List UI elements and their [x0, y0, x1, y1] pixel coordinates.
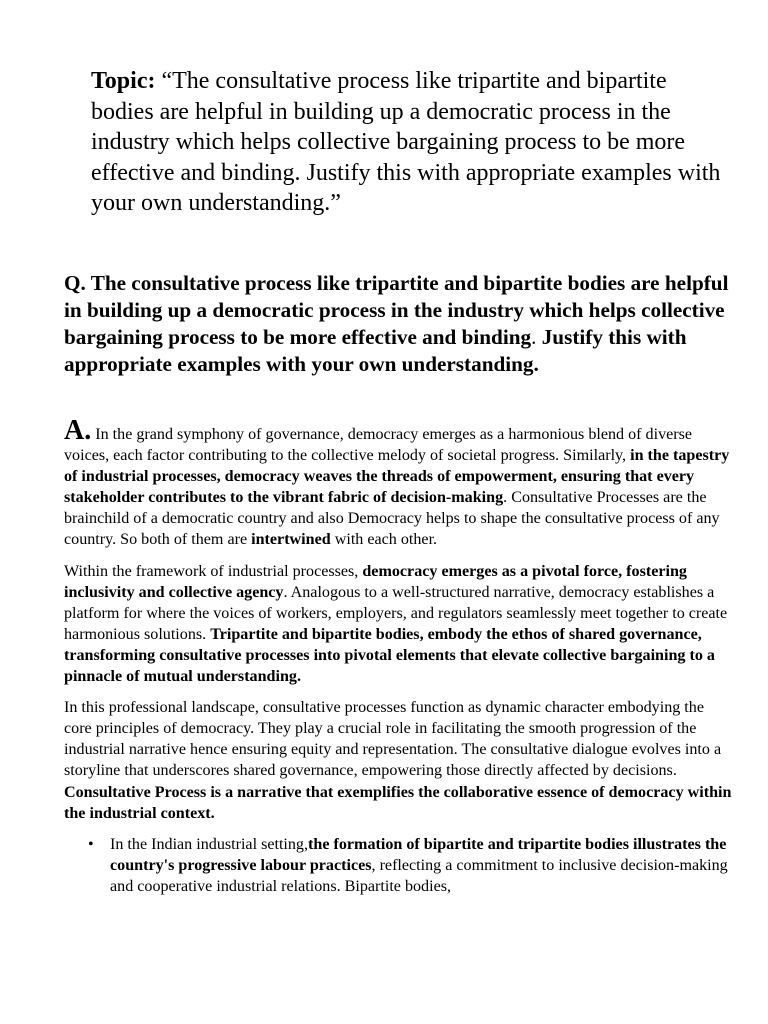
p2-bold-1: democracy emerges as a pivotal force, fostering inclusivity and collective agency: [64, 562, 687, 601]
p3-bold-1: Consultative Process is a narrative that exemplifies the collaborative essence of democracy within the industrial context.: [64, 783, 732, 822]
p1-text-3: with each other.: [330, 531, 438, 549]
answer-paragraph-2: [64, 561, 732, 688]
bullet-bold-1: the formation of bipartite and tripartite bodies illustrates the country's progressive labour practices: [110, 835, 727, 874]
answer-letter: A.: [64, 415, 92, 446]
question-part-2: Justify this with appropriate examples with your own understanding.: [64, 325, 687, 376]
p2-text-1: Within the framework of industrial processes,: [64, 562, 363, 580]
question-part-1: Q. The consultative process like tripartite and bipartite bodies are helpful in building up a democratic process in the industry which helps collective bargaining process to be more effective and binding: [64, 271, 729, 349]
question-period: .: [531, 325, 537, 349]
bullet-text-1: In the Indian industrial setting,: [110, 835, 309, 853]
p1-bold-2: intertwined: [251, 531, 331, 549]
topic-paragraph: [91, 66, 731, 219]
bullet-text-2: , reflecting a commitment to inclusive decision-making and cooperative industrial relations. Bipartite bodies,: [110, 856, 728, 895]
p1-text-1: In the grand symphony of governance, democracy emerges as a harmonious blend of diverse voices, each factor contributing to the collective melody of societal progress. Similarly,: [64, 426, 693, 465]
p2-bold-2: Tripartite and bipartite bodies, embody the ethos of shared governance, transforming consultative processes into pivotal elements that elevate collective bargaining to a pinnacle of mutual understanding.: [64, 625, 715, 686]
question-heading: [64, 270, 732, 378]
answer-paragraph-3: [64, 697, 732, 824]
topic-label: Topic:: [91, 68, 156, 94]
p1-text-2: . Consultative Processes are the brainchild of a democratic country and also Democracy helps to shape the consultative process of any country. So both of them are: [64, 489, 720, 549]
p1-bold-1: in the tapestry of industrial processes, democracy weaves the threads of empowerment, ensuring that every stakeholder contributes to the vibrant fabric of decision-making: [64, 447, 730, 507]
answer-body: [64, 415, 732, 897]
list-item: [88, 834, 732, 897]
p2-text-2: . Analogous to a well-structured narrative, democracy establishes a platform for where the voices of workers, employers, and regulators seamlessly meet together to create harmonious solutions.: [64, 583, 728, 643]
answer-paragraph-1: [64, 415, 732, 551]
bullet-icon: •: [88, 835, 94, 853]
bullet-list: [64, 834, 732, 897]
p3-text-1: In this professional landscape, consultative processes function as dynamic character embodying the core principles of democracy. They play a crucial role in facilitating the smooth progression of the industrial narrative hence ensuring equity and representation. The consultative dialogue evolves into a storyline that underscores shared governance, empowering those directly affected by decisions.: [64, 699, 722, 780]
topic-text: “The consultative process like tripartite and bipartite bodies are helpful in building up a democratic process in the industry which helps collective bargaining process to be more effective and binding. Justify this with appropriate examples with your own understanding.”: [91, 68, 721, 216]
